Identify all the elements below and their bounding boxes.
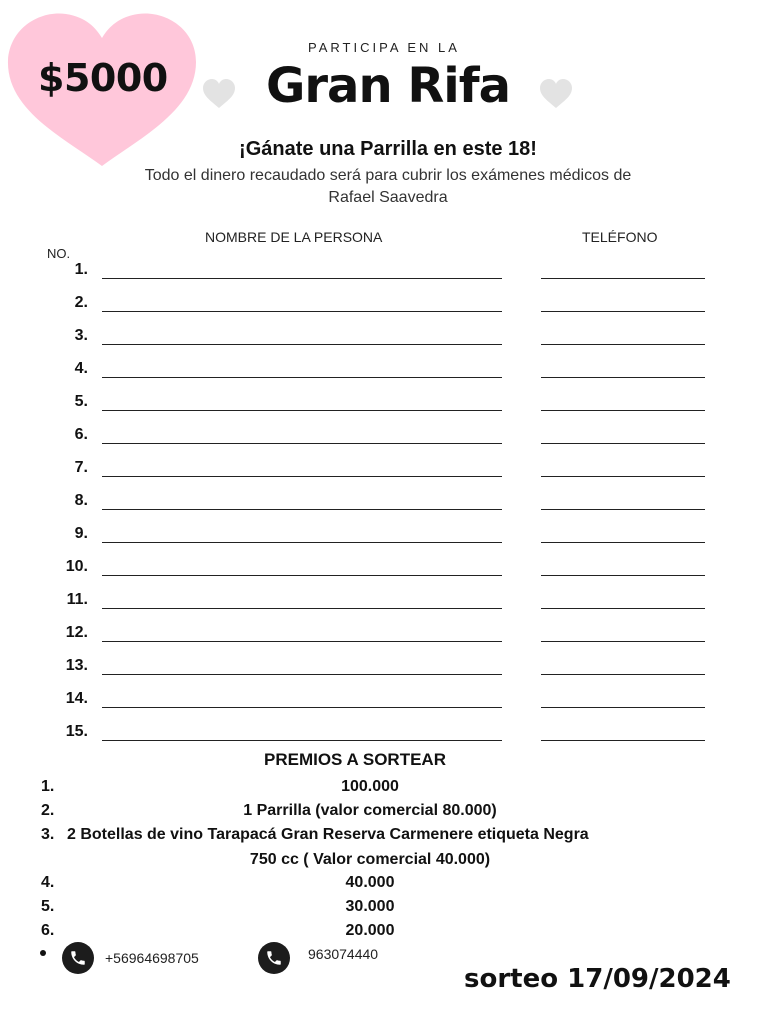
prizes-title: PREMIOS A SORTEAR [264, 750, 446, 769]
description-line: Rafael Saavedra [328, 189, 448, 206]
phone-line[interactable] [541, 278, 705, 279]
prize-number: 5. [41, 898, 55, 915]
prize-number: 3. [41, 826, 55, 843]
name-line[interactable] [102, 476, 502, 477]
table-row [0, 711, 768, 741]
prize-text: 750 cc ( Valor comercial 40.000) [249, 851, 491, 868]
prize-item-continued [0, 848, 768, 872]
prize-text: 30.000 [345, 898, 395, 915]
bullet [40, 950, 46, 956]
description-line: Todo el dinero recaudado será para cubrir los exámenes médicos de [144, 167, 632, 184]
row-number: 6. [74, 426, 88, 443]
phone-line[interactable] [541, 542, 705, 543]
prize-text: 1 Parrilla (valor comercial 80.000) [243, 802, 497, 819]
name-line[interactable] [102, 575, 502, 576]
row-number: 4. [74, 360, 88, 377]
prize-text: 100.000 [341, 778, 399, 795]
table-row [0, 282, 768, 312]
name-line[interactable] [102, 542, 502, 543]
row-number: 9. [74, 525, 88, 542]
name-line[interactable] [102, 707, 502, 708]
phone-line[interactable] [541, 311, 705, 312]
prize-text: 20.000 [345, 922, 395, 939]
table-row [0, 579, 768, 609]
table-row [0, 381, 768, 411]
row-number: 5. [74, 393, 88, 410]
table-row [0, 513, 768, 543]
row-number: 7. [74, 459, 88, 476]
prize-number: 2. [41, 802, 55, 819]
prize-item [0, 895, 768, 919]
name-line[interactable] [102, 641, 502, 642]
row-number: 15. [65, 723, 88, 740]
phone-line[interactable] [541, 377, 705, 378]
name-line[interactable] [102, 311, 502, 312]
phone-icon [258, 942, 290, 974]
table-row [0, 546, 768, 576]
subtitle: ¡Gánate una Parrilla en este 18! [239, 138, 537, 160]
name-line[interactable] [102, 278, 502, 279]
prize-item [0, 775, 768, 799]
row-number: 14. [65, 690, 88, 707]
phone-line[interactable] [541, 608, 705, 609]
name-line[interactable] [102, 443, 502, 444]
phone-number-1: +56964698705 [105, 950, 199, 966]
prize-number: 4. [41, 874, 55, 891]
row-number: 8. [74, 492, 88, 509]
price-label: $5000 [38, 56, 168, 100]
table-row [0, 447, 768, 477]
row-number: 1. [74, 261, 88, 278]
name-line[interactable] [102, 608, 502, 609]
phone-line[interactable] [541, 641, 705, 642]
row-number: 2. [74, 294, 88, 311]
phone-line[interactable] [541, 476, 705, 477]
phone-line[interactable] [541, 410, 705, 411]
row-number: 12. [65, 624, 88, 641]
name-line[interactable] [102, 740, 502, 741]
column-header-no: NO. [47, 246, 71, 261]
table-row [0, 645, 768, 675]
table-row [0, 414, 768, 444]
description [0, 165, 768, 209]
table-row [0, 348, 768, 378]
row-number: 10. [65, 558, 88, 575]
name-line[interactable] [102, 674, 502, 675]
table-row [0, 315, 768, 345]
prize-item [0, 799, 768, 823]
phone-line[interactable] [541, 443, 705, 444]
prize-number: 1. [41, 778, 55, 795]
row-number: 13. [65, 657, 88, 674]
page-title: Gran Rifa [265, 58, 511, 114]
prize-text: 40.000 [345, 874, 395, 891]
name-line[interactable] [102, 377, 502, 378]
prize-item [0, 919, 768, 943]
phone-line[interactable] [541, 509, 705, 510]
table-row [0, 249, 768, 279]
phone-line[interactable] [541, 740, 705, 741]
prize-number: 6. [41, 922, 55, 939]
prize-item [0, 871, 768, 895]
phone-line[interactable] [541, 707, 705, 708]
name-line[interactable] [102, 509, 502, 510]
column-header-phone: TELÉFONO [582, 229, 658, 245]
phone-number-2: 963074440 [308, 946, 379, 962]
name-line[interactable] [102, 344, 502, 345]
row-number: 11. [66, 591, 88, 608]
prize-item [0, 823, 768, 847]
table-row [0, 678, 768, 708]
table-row [0, 612, 768, 642]
table-row [0, 480, 768, 510]
kicker-text: PARTICIPA EN LA [308, 40, 460, 55]
phone-line[interactable] [541, 575, 705, 576]
column-header-name: NOMBRE DE LA PERSONA [205, 229, 383, 245]
phone-line[interactable] [541, 674, 705, 675]
row-number: 3. [74, 327, 88, 344]
draw-date: sorteo 17/09/2024 [464, 964, 731, 994]
phone-line[interactable] [541, 344, 705, 345]
phone-icon [62, 942, 94, 974]
prize-text: 2 Botellas de vino Tarapacá Gran Reserva Carmenere etiqueta Negra [67, 826, 589, 843]
name-line[interactable] [102, 410, 502, 411]
